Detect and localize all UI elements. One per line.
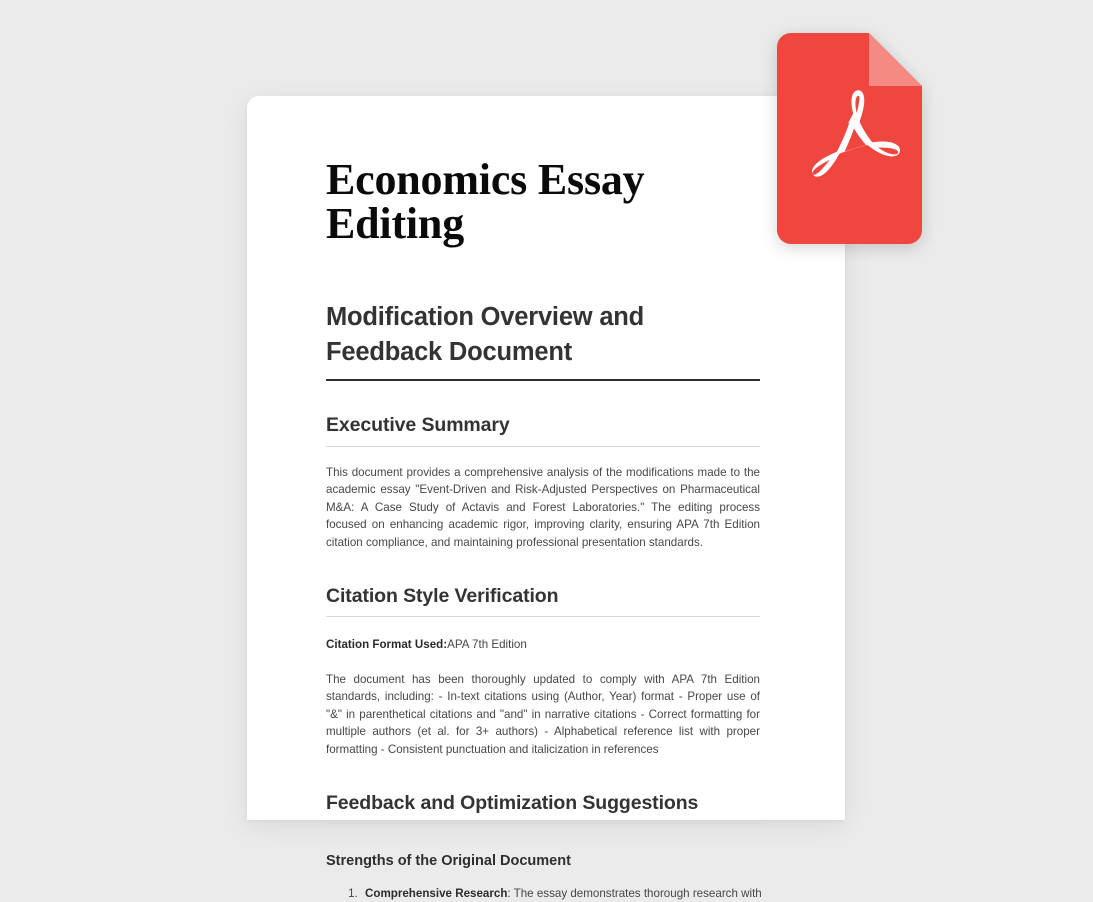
document-content bbox=[326, 155, 766, 902]
document-title: Economics Essay Editing bbox=[326, 155, 645, 248]
pdf-file-icon bbox=[769, 33, 922, 244]
list-item-label: Comprehensive Research bbox=[365, 886, 508, 900]
section-heading-executive-summary: Executive Summary bbox=[326, 413, 760, 446]
section-body-citation-style-verification: The document has been thoroughly updated to comply with APA 7th Edition standards, including: - In-text citations using (Author, Year) format - Proper use of "&" in parenthetical citations and "and" in narrative citations - Correct formatting for multiple authors (et al. for 3+ authors) - Alphabetical reference list with proper formatting - Consistent punctuation and italicization in references bbox=[326, 672, 760, 756]
citation-format-value: APA 7th Edition bbox=[447, 638, 527, 651]
list-item bbox=[361, 885, 766, 902]
document-preview-card bbox=[247, 96, 845, 900]
section-body-executive-summary: This document provides a comprehensive analysis of the modifications made to the academic essay "Event-Driven and Risk-Adjusted Perspectives on Pharmaceutical M&A: A Case Study of Actavis and Forest Laboratories." The editing process focused on enhancing academic rigor, improving clarity, ensuring APA 7th Edition citation compliance, and maintaining professional presentation standards. bbox=[326, 465, 760, 550]
list-item-text: : The essay demonstrates thorough research with bbox=[507, 886, 762, 900]
document-heading-1: Modification Overview and Feedback Document bbox=[326, 300, 760, 381]
citation-format-line bbox=[326, 636, 766, 654]
subsection-heading-strengths: Strengths of the Original Document bbox=[326, 852, 571, 869]
strengths-list bbox=[326, 885, 766, 902]
section-heading-citation-style-verification: Citation Style Verification bbox=[326, 584, 760, 617]
section-heading-feedback-optimization: Feedback and Optimization Suggestions bbox=[326, 791, 766, 824]
citation-format-label: Citation Format Used: bbox=[326, 638, 448, 651]
